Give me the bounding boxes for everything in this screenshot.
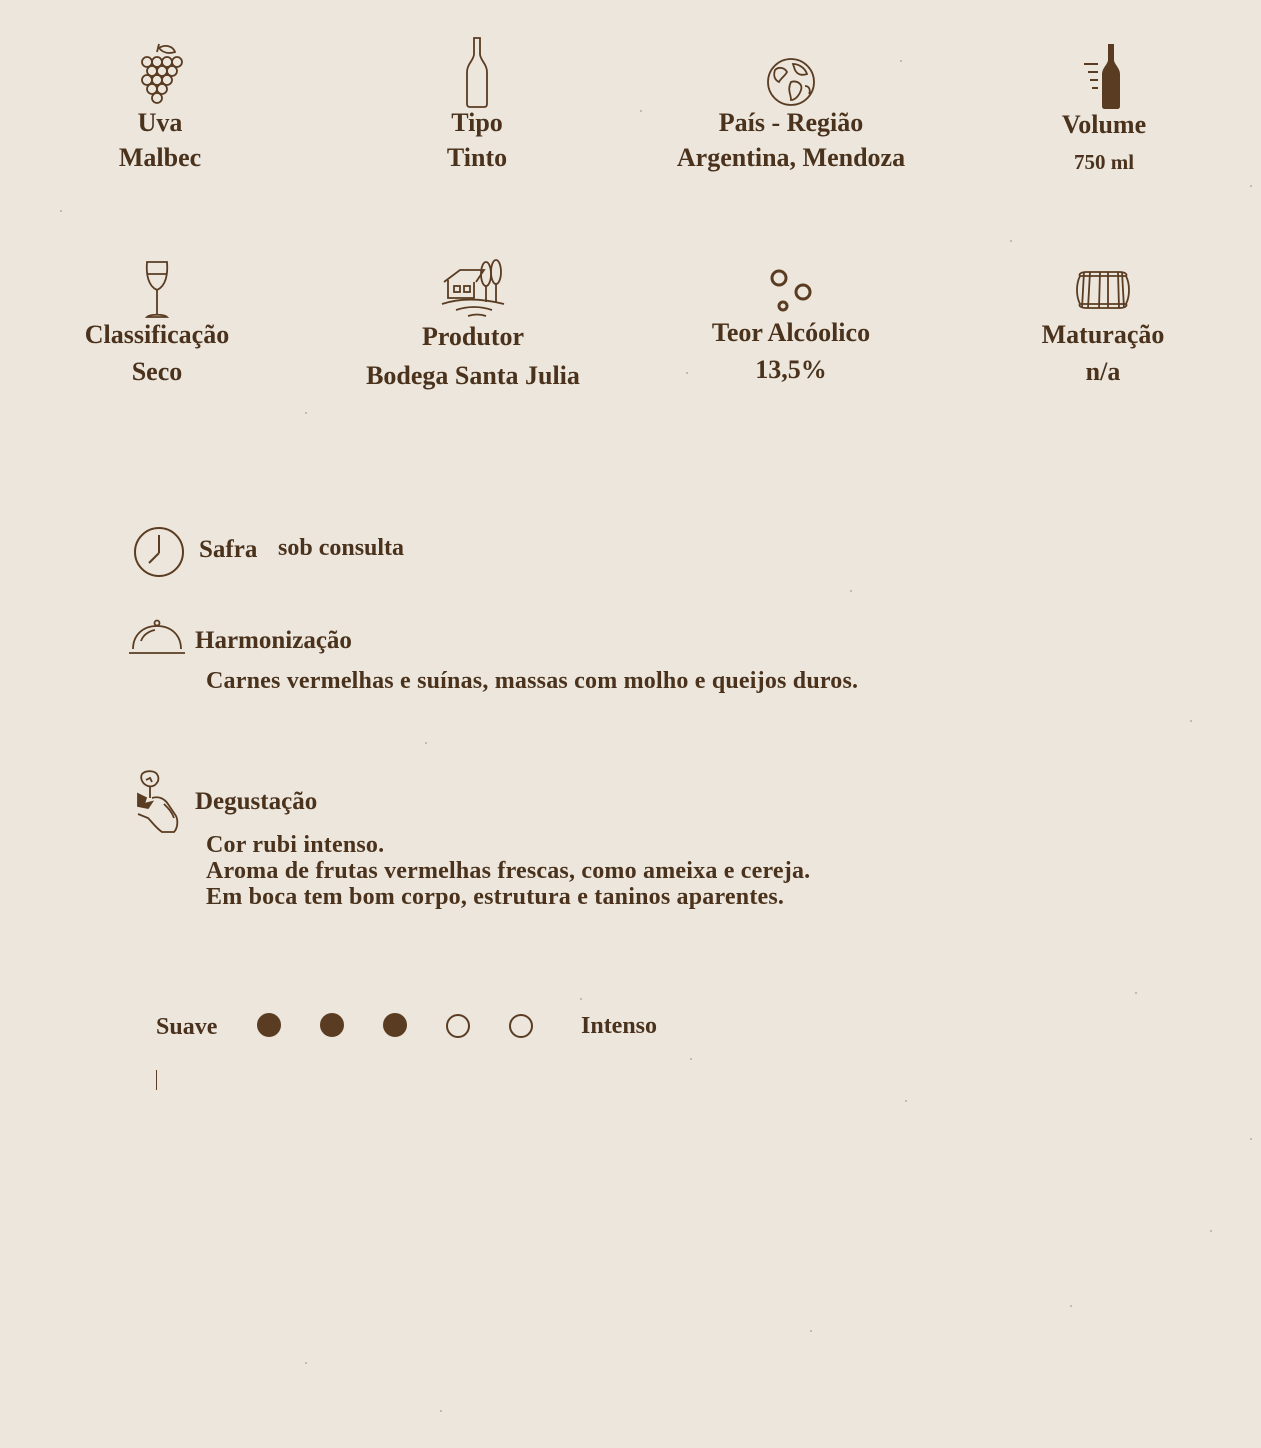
grape-icon — [135, 42, 185, 108]
spec-label: Uva — [137, 108, 183, 137]
spec-value: Bodega Santa Julia — [366, 361, 580, 390]
clock-icon — [132, 525, 186, 579]
spec-region — [641, 56, 941, 174]
degustacao-title: Degustação — [195, 788, 318, 815]
intensity-dot — [383, 1013, 407, 1037]
intensity-min-label: Suave — [156, 1014, 218, 1040]
spec-value: Tinto — [446, 143, 508, 172]
spec-value: Argentina, Mendoza — [676, 143, 906, 172]
winery-icon — [440, 258, 506, 320]
spec-value: Seco — [131, 357, 183, 386]
degustacao-line-1: Cor rubi intenso. — [206, 832, 385, 858]
bottle-volume-icon — [1082, 42, 1126, 110]
cloche-icon — [127, 619, 187, 657]
barrel-icon — [1074, 270, 1132, 310]
spec-volume — [954, 42, 1254, 178]
intensity-dot — [320, 1013, 344, 1037]
intensity-dot — [446, 1014, 470, 1038]
text-cursor — [156, 1070, 157, 1090]
tasting-icon — [132, 768, 182, 834]
degustacao-line-2: Aroma de frutas vermelhas frescas, como ameixa e cereja. — [206, 858, 811, 884]
spec-label: Classificação — [84, 320, 230, 349]
safra-value: sob consulta — [278, 535, 405, 561]
spec-value: n/a — [1085, 357, 1121, 386]
spec-producer — [323, 258, 623, 392]
spec-classification — [7, 260, 307, 388]
spec-label: País - Região — [718, 108, 864, 137]
spec-label: Volume — [1061, 110, 1147, 139]
spec-maturation — [953, 270, 1253, 388]
spec-label: Maturação — [1041, 320, 1165, 349]
harmonizacao-title: Harmonização — [195, 627, 352, 654]
spec-alcohol — [641, 266, 941, 386]
spec-label: Teor Alcóolico — [711, 318, 871, 347]
spec-label: Tipo — [451, 108, 503, 137]
safra-label: Safra — [199, 536, 258, 563]
wine-glass-icon — [142, 260, 172, 320]
intensity-dot — [257, 1013, 281, 1037]
degustacao-line-3: Em boca tem bom corpo, estrutura e taninos aparentes. — [206, 884, 785, 910]
globe-icon — [765, 56, 817, 108]
intensity-max-label: Intenso — [581, 1013, 658, 1039]
bottle-icon — [465, 36, 489, 108]
spec-value: 750 ml — [1073, 150, 1135, 174]
spec-value: Malbec — [118, 143, 202, 172]
intensity-dot — [509, 1014, 533, 1038]
spec-grape — [10, 42, 310, 174]
spec-type — [327, 36, 627, 174]
bubbles-icon — [767, 266, 815, 314]
spec-value: 13,5% — [755, 355, 827, 384]
spec-label: Produtor — [421, 322, 525, 351]
harmonizacao-text: Carnes vermelhas e suínas, massas com molho e queijos duros. — [206, 668, 859, 694]
